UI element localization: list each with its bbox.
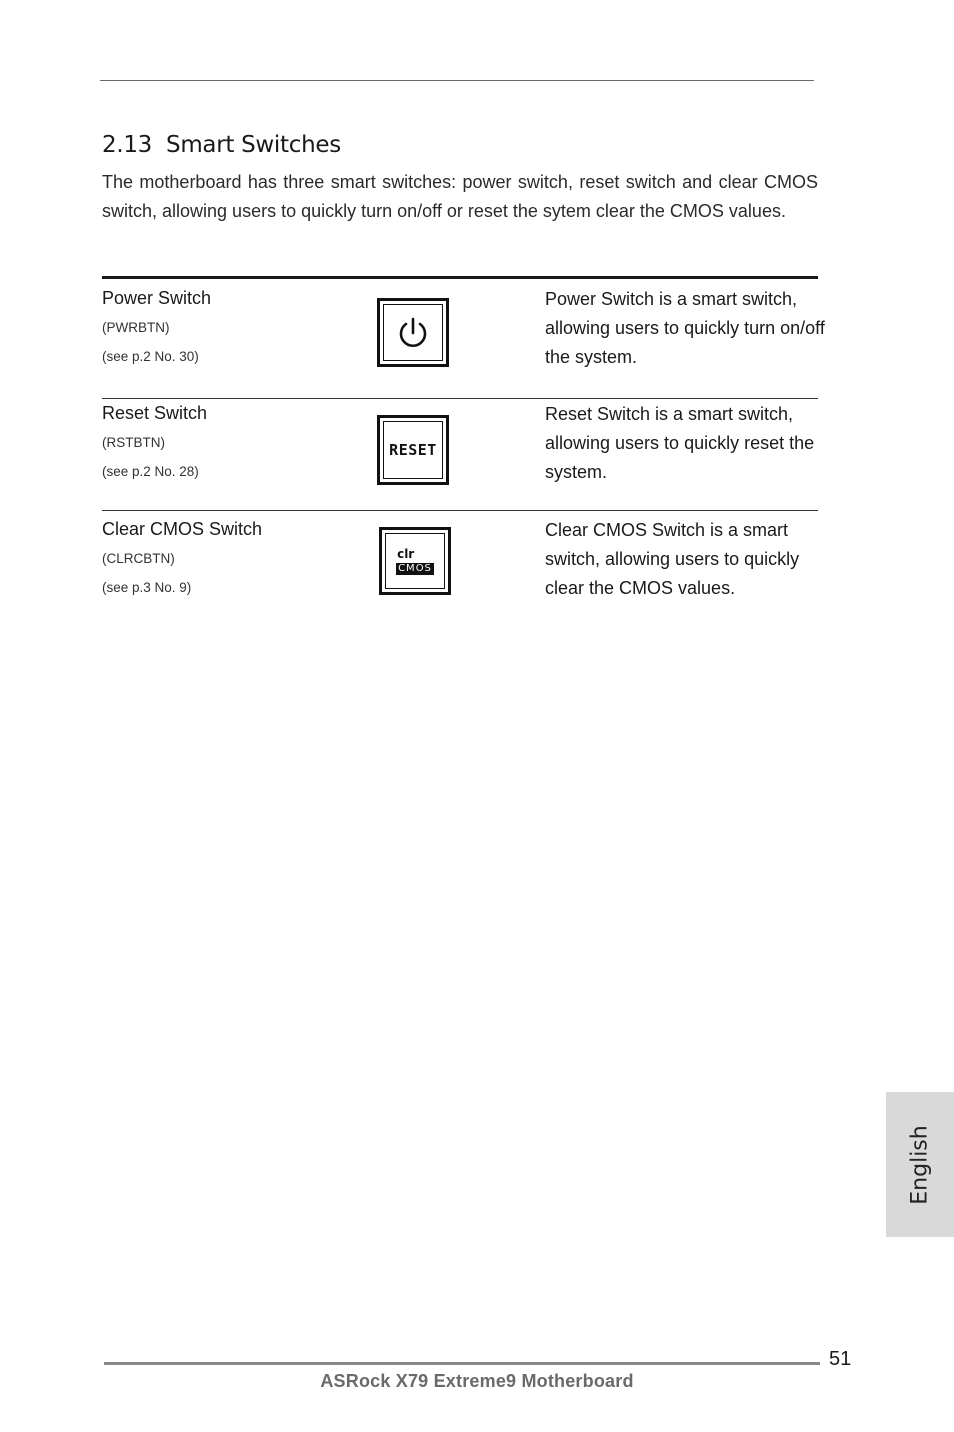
language-tab	[886, 1092, 954, 1237]
switch-code: (PWRBTN)	[102, 320, 170, 335]
switch-name: Power Switch	[102, 288, 212, 308]
row-divider	[102, 398, 818, 399]
clear-cmos-icon	[379, 527, 451, 595]
row-divider	[102, 510, 818, 511]
cmos-label: CMOS	[398, 562, 432, 574]
switch-ref: (see p.2 No. 30)	[102, 349, 199, 364]
clr-label: clr	[397, 546, 415, 561]
language-tab-label: English	[907, 1124, 933, 1205]
footer-text: ASRock X79 Extreme9 Motherboard	[320, 1371, 634, 1391]
section-title	[102, 132, 341, 158]
reset-label: RESET	[389, 441, 437, 459]
power-symbol	[396, 316, 430, 350]
footer-rule	[104, 1362, 820, 1365]
switch-code: (CLRCBTN)	[102, 551, 175, 566]
switch-code: (RSTBTN)	[102, 435, 165, 450]
switch-description: Power Switch is a smart switch, allowing users to quickly turn on/off the system.	[545, 289, 825, 367]
page-number: 51	[829, 1348, 852, 1370]
switch-ref: (see p.2 No. 28)	[102, 464, 199, 479]
power-icon	[377, 298, 449, 367]
switch-description: Clear CMOS Switch is a smart switch, allowing users to quickly clear the CMOS values.	[545, 520, 800, 598]
header-rule	[100, 80, 814, 81]
switch-description: Reset Switch is a smart switch, allowing users to quickly reset the system.	[545, 404, 815, 482]
table-top-rule	[102, 276, 818, 279]
section-number: 2.13	[102, 132, 153, 158]
switch-name: Reset Switch	[102, 403, 208, 423]
section-title-text: Smart Switches	[166, 132, 341, 158]
reset-icon	[377, 415, 449, 485]
switch-name: Clear CMOS Switch	[102, 519, 263, 539]
switch-ref: (see p.3 No. 9)	[102, 580, 192, 595]
section-intro: The motherboard has three smart switches: power switch, reset switch and clear CMOS switch, allowing users to quickly turn on/off or reset the sytem clear the CMOS values.	[102, 172, 818, 221]
